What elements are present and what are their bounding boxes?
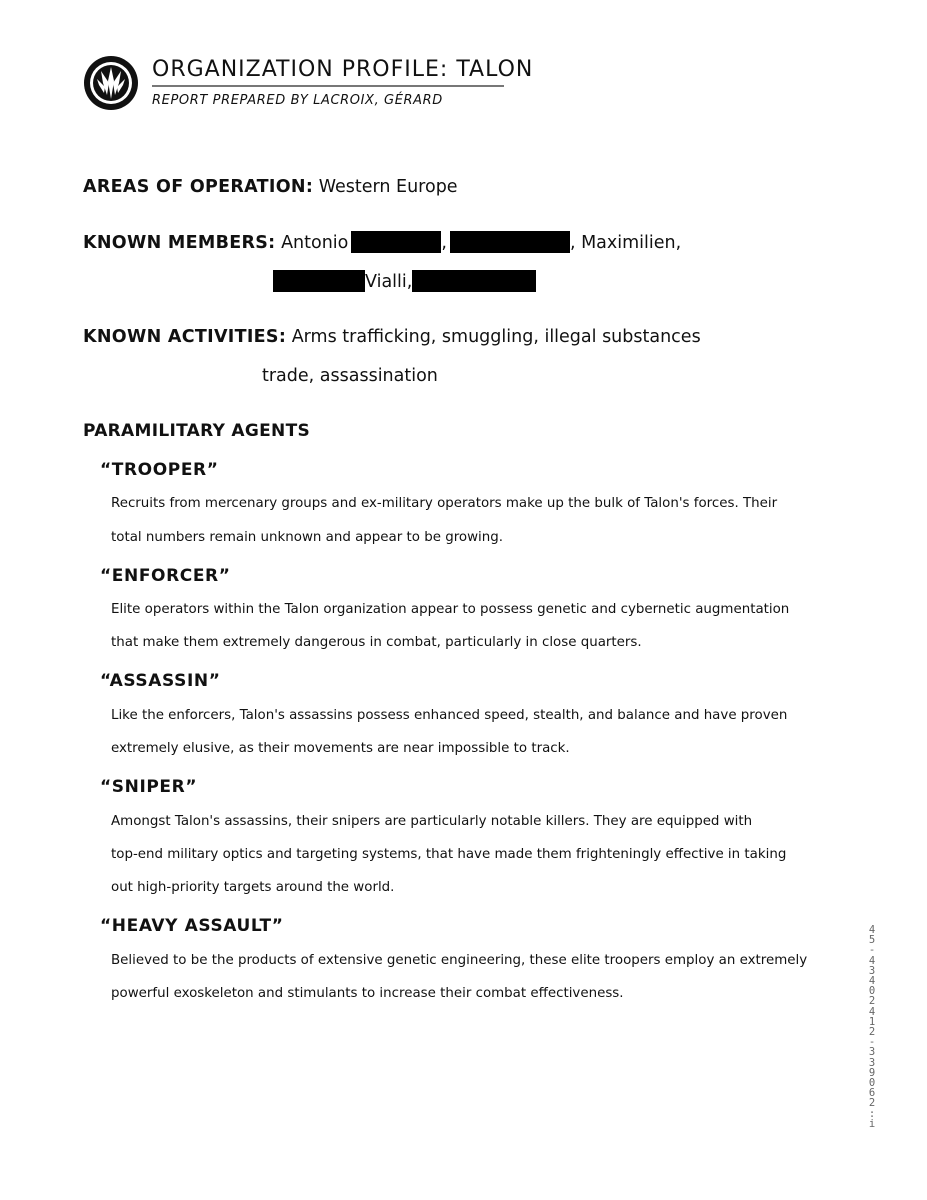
activities-label: KNOWN ACTIVITIES: — [83, 327, 287, 347]
redaction-bar — [450, 231, 570, 253]
members-label: KNOWN MEMBERS: — [83, 233, 276, 253]
known-members-continued — [273, 270, 536, 292]
agent-text-line: total numbers remain unknown and appear to be growing. — [111, 530, 504, 545]
activities-line-1: Arms trafficking, smuggling, illegal substances — [291, 327, 701, 347]
member-maximilien: , Maximilien, — [569, 233, 682, 253]
agent-text-line: out high-priority targets around the world. — [111, 880, 395, 895]
agent-text-line: Amongst Talon's assassins, their snipers are particularly notable killers. They are equipped with — [111, 814, 753, 829]
talon-emblem-icon — [83, 55, 139, 111]
page-title: ORGANIZATION PROFILE: TALON — [152, 57, 534, 82]
agent-title-sniper: “SNIPER” — [100, 777, 198, 797]
areas-value: Western Europe — [318, 177, 458, 197]
member-vialli: Vialli, — [365, 272, 413, 292]
section-title: PARAMILITARY AGENTS — [83, 421, 311, 441]
agent-text-line: top-end military optics and targeting systems, that have made them frighteningly effective in taking — [111, 847, 787, 862]
areas-of-operation — [83, 177, 458, 197]
areas-label: AREAS OF OPERATION: — [83, 177, 314, 197]
redaction-bar — [412, 270, 536, 292]
agent-text-line: Like the enforcers, Talon's assassins possess enhanced speed, stealth, and balance and have proven — [111, 708, 788, 723]
agent-text-line: powerful exoskeleton and stimulants to increase their combat effectiveness. — [111, 986, 624, 1001]
redaction-bar — [351, 231, 441, 253]
agent-title-trooper: “TROOPER” — [100, 460, 219, 480]
activities-line-2: trade, assassination — [262, 366, 438, 386]
known-members — [83, 231, 681, 253]
document-serial-code: 4 5 - 4 3 4 0 2 4 1 2 - 3 3 9 0 6 2 : i — [868, 924, 876, 1130]
agent-text-line: Elite operators within the Talon organization appear to possess genetic and cybernetic augmentation — [111, 602, 790, 617]
title-divider — [152, 85, 504, 87]
member-antonio: Antonio — [281, 233, 349, 253]
agent-title-heavy-assault: “HEAVY ASSAULT” — [100, 916, 284, 936]
agent-text-line: extremely elusive, as their movements are near impossible to track. — [111, 741, 570, 756]
agent-text-line: that make them extremely dangerous in combat, particularly in close quarters. — [111, 635, 642, 650]
agent-text-line: Believed to be the products of extensive genetic engineering, these elite troopers employ an extremely — [111, 953, 808, 968]
redaction-bar — [273, 270, 365, 292]
agent-title-assassin: “ASSASSIN” — [100, 671, 221, 691]
known-activities — [83, 327, 701, 347]
agent-title-enforcer: “ENFORCER” — [100, 566, 231, 586]
report-author: REPORT PREPARED BY LACROIX, GÉRARD — [152, 93, 443, 108]
agent-text-line: Recruits from mercenary groups and ex-military operators make up the bulk of Talon's forces. Their — [111, 496, 778, 511]
member-separator: , — [441, 233, 447, 253]
